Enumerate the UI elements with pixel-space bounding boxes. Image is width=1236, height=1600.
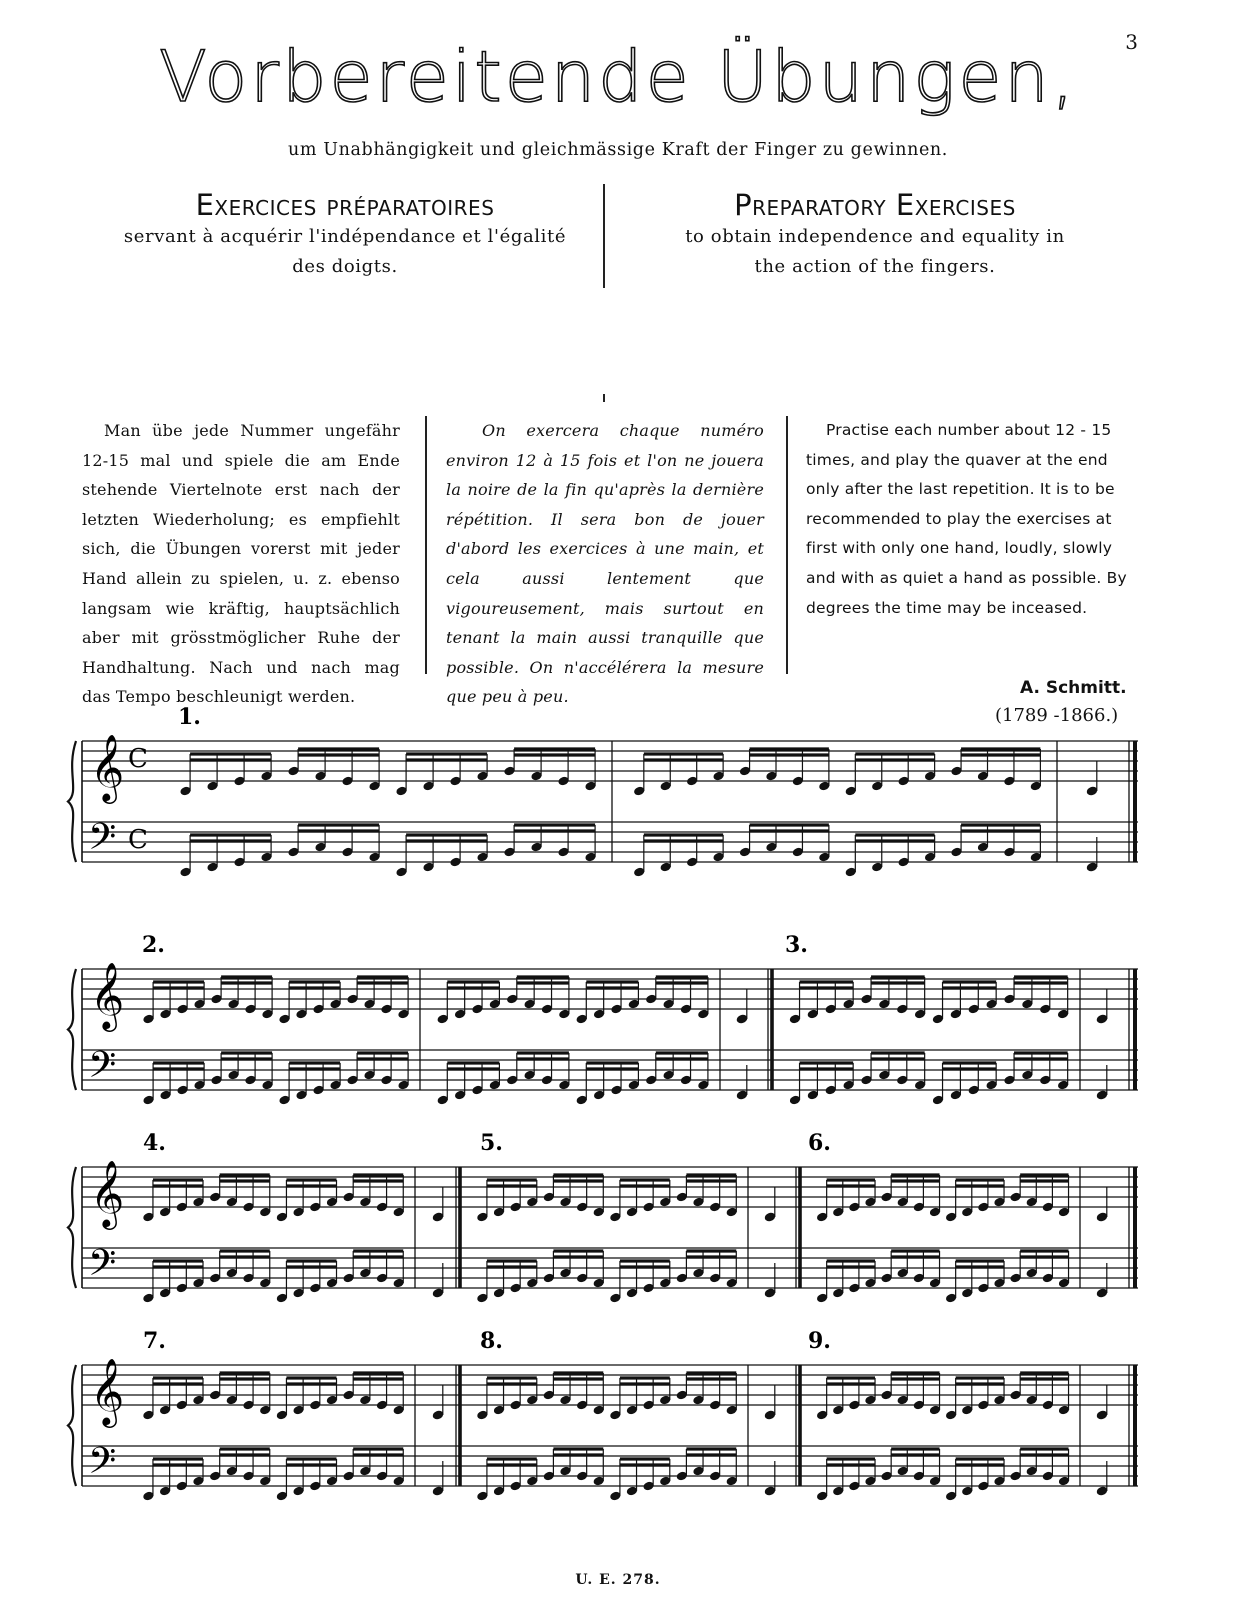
exercise-number: 1. [178,704,201,730]
note-group [633,749,1042,796]
note-group [476,1449,738,1501]
treble-clef-icon: 𝄞 [90,961,125,1029]
note-group [816,1449,1070,1501]
note-group [142,1175,405,1222]
exercise-number: 9. [808,1328,831,1354]
page-number: 3 [1125,30,1138,54]
note-group [142,1373,405,1420]
note-group [816,1373,1070,1420]
exercise-number: 4. [143,1130,166,1156]
note-group [436,1053,709,1105]
bass-clef-icon: 𝄢 [88,816,117,867]
note-group [436,977,709,1024]
time-signature: C [128,825,148,855]
french-instructions: On exercera chaque numéro environ 12 à 15 fois et l'on ne jouera la noire de la fin qu'après la dernière répétition. Il sera bon de jouer d'abord les exercices à une main, et cela aussi lentement que vigoureusement, mais surtout en tenant la main aussi tranquille que possible. On n'accélérera la mesure que peu à peu. [446,421,764,707]
treble-clef-icon: 𝄞 [90,1357,125,1425]
exercise-number: 8. [480,1328,503,1354]
treble-clef-icon: 𝄞 [90,733,125,801]
exercise-number: 5. [480,1130,503,1156]
exercise-number: 6. [808,1130,831,1156]
french-heading-line2: des doigts. [292,256,398,277]
time-signature: C [128,744,148,774]
note-group [142,1251,405,1303]
exercise-number: 3. [785,932,808,958]
note-group [816,1251,1070,1303]
bass-clef-icon: 𝄢 [88,1440,117,1491]
edition-footer: U. E. 278. [575,1572,661,1588]
english-heading-line1: to obtain independence and equality in [685,226,1065,247]
page-title: Vorbereitende Übungen, [158,36,1078,118]
note-group [142,1053,409,1105]
english-instructions: Practise each number about 12 - 15 times, and play the quaver at the end only after the last repetition. It is to be recommended to play the exercises at first with only one hand, loudly, slowly and with as quiet a hand as possible. By degrees the time may be inceased. [806,421,1127,617]
page-subtitle: um Unabhängigkeit und gleichmässige Kraft der Finger zu gewinnen. [288,140,948,160]
german-instructions: Man übe jede Nummer ungefähr 12-15 mal und spiele die am Ende stehende Viertelnote erst nach der letzten Wiederholung; es empfiehlt sich, die Übungen vorerst mit jeder Hand allein zu spielen, u. z. ebenso langsam wie kräftig, hauptsächlich aber mit grösstmöglicher Ruhe der Handhaltung. Nach und nach mag das Tempo beschleunigt werden. [82,421,400,707]
french-heading-line1: servant à acquérir l'indépendance et l'égalité [123,226,567,247]
bass-clef-icon: 𝄢 [88,1242,117,1293]
exercise-number: 7. [143,1328,166,1354]
note-group [816,1175,1070,1222]
note-group [789,977,1070,1024]
note-group [142,1449,405,1501]
note-group [142,977,409,1024]
exercise-number: 2. [142,932,165,958]
english-heading-title: Preparatory Exercises [734,188,1016,222]
note-group [476,1373,738,1420]
treble-clef-icon: 𝄞 [90,1159,125,1227]
brace-icon [68,1365,76,1486]
bass-clef-icon: 𝄢 [88,1044,117,1095]
english-heading-line2: the action of the fingers. [754,256,996,277]
note-group [476,1175,738,1222]
note-group [789,1053,1070,1105]
note-group [179,749,596,796]
note-group [633,825,1042,877]
composer-dates: (1789 -1866.) [995,705,1119,726]
brace-icon [68,969,76,1090]
note-group [476,1251,738,1303]
composer-name: A. Schmitt. [1020,678,1127,698]
french-heading-title: Exercices préparatoires [195,188,495,222]
brace-icon [68,1167,76,1288]
note-group [179,825,596,877]
brace-icon [68,741,76,862]
